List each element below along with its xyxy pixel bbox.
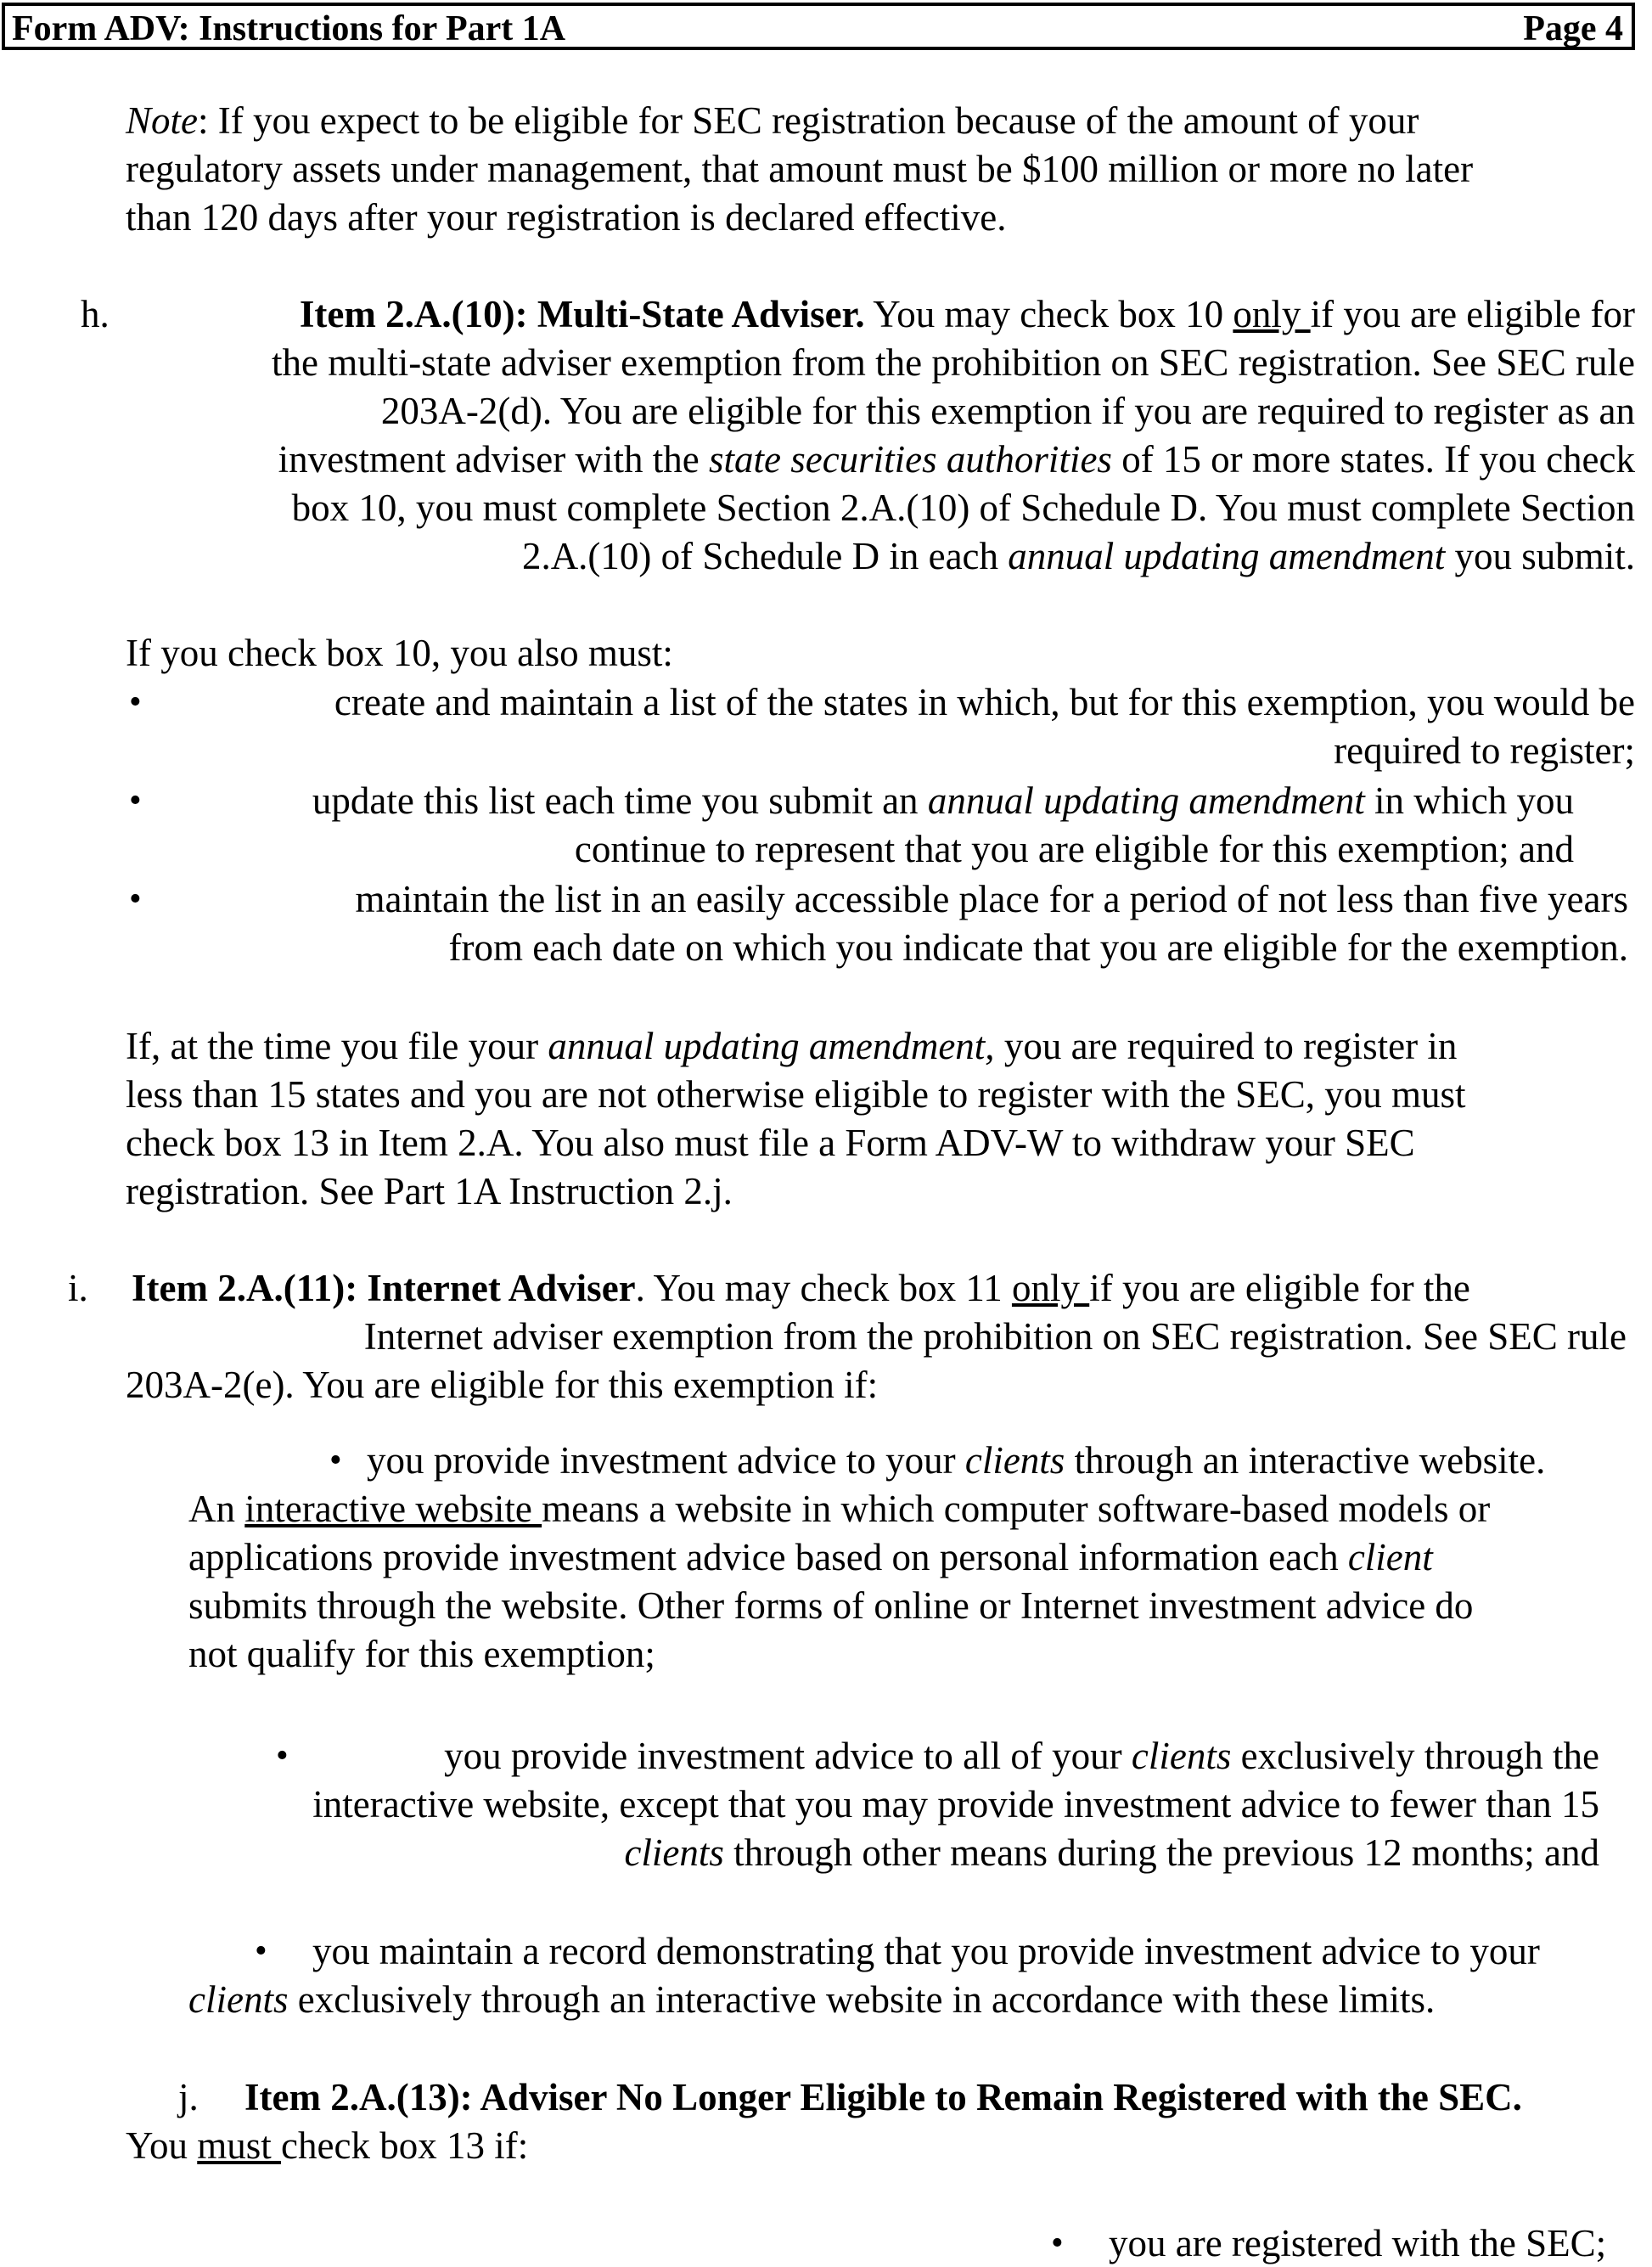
i-bullet-3-line-2: clients exclusively through an interactive website in accordance with these limits.: [188, 1978, 1436, 2021]
section-h-line-4: investment adviser with the state securities authorities of 15 or more states. If you check: [278, 438, 1635, 481]
h-bullet-1-line-2: required to register;: [1334, 729, 1635, 772]
i-bullet-1-line-3: applications provide investment advice based on personal information each client: [188, 1536, 1433, 1578]
section-h-para2-line-3: check box 13 in Item 2.A. You also must file a Form ADV-W to withdraw your SEC: [126, 1122, 1415, 1164]
bullet-glyph: •: [255, 1932, 267, 1971]
h-bullet-3-line-1: maintain the list in an easily accessible place for a period of not less than five years: [355, 878, 1628, 920]
bullet-glyph: •: [129, 781, 142, 820]
section-h-para2-line-2: less than 15 states and you are not otherwise eligible to register with the SEC, you must: [126, 1073, 1466, 1116]
section-i-line-2: Internet adviser exemption from the prohibition on SEC registration. See SEC rule: [363, 1315, 1627, 1358]
i-bullet-1-line-4: submits through the website. Other forms of online or Internet investment advice do: [188, 1584, 1474, 1627]
section-h-line-5: box 10, you must complete Section 2.A.(10) of Schedule D. You must complete Section: [291, 487, 1635, 529]
form-title: Form ADV: Instructions for Part 1A: [12, 9, 566, 48]
section-h-line-6: 2.A.(10) of Schedule D in each annual updating amendment you submit.: [521, 535, 1635, 577]
section-h-line-1: Item 2.A.(10): Multi-State Adviser. You may check box 10 only if you are eligible for: [299, 293, 1635, 335]
i-bullet-2-line-3: clients through other means during the previous 12 months; and: [624, 1831, 1599, 1874]
note-label: Note: [126, 99, 198, 142]
section-j-marker: j.: [178, 2076, 199, 2118]
h-bullet-3-line-2: from each date on which you indicate that you are eligible for the exemption.: [448, 926, 1628, 969]
section-h-intro: If you check box 10, you also must:: [126, 632, 673, 674]
section-i-heading: Item 2.A.(11): Internet Adviser: [132, 1267, 636, 1309]
page-number: Page 4: [1523, 9, 1623, 48]
i-bullet-1-line-1: you provide investment advice to your clients through an interactive website.: [367, 1439, 1546, 1482]
section-h-heading: Item 2.A.(10): Multi-State Adviser.: [299, 293, 865, 335]
section-j-line-2: You must check box 13 if:: [126, 2124, 529, 2167]
bullet-glyph: •: [329, 1441, 342, 1480]
section-h-line-2: the multi-state adviser exemption from the prohibition on SEC registration. See SEC rule: [272, 341, 1635, 384]
page-header: [2, 3, 1635, 50]
bullet-glyph: •: [276, 1736, 289, 1775]
bullet-glyph: •: [1051, 2224, 1064, 2263]
i-bullet-3-line-1: you maintain a record demonstrating that you provide investment advice to your: [312, 1930, 1540, 1972]
section-i-line-1: Item 2.A.(11): Internet Adviser. You may check box 11 only if you are eligible for the: [132, 1267, 1470, 1309]
section-h-line-3: 203A-2(d). You are eligible for this exemption if you are required to register as an: [380, 390, 1635, 432]
h-bullet-2-line-2: continue to represent that you are eligible for this exemption; and: [574, 828, 1574, 870]
section-i-line-3: 203A-2(e). You are eligible for this exemption if:: [126, 1364, 879, 1406]
note-line-1: Note: If you expect to be eligible for SEC registration because of the amount of your: [126, 99, 1419, 142]
bullet-glyph: •: [129, 683, 142, 722]
j-bullet-1: you are registered with the SEC;: [1109, 2222, 1607, 2264]
i-bullet-1-line-5: not qualify for this exemption;: [188, 1633, 655, 1675]
section-h-para2-line-4: registration. See Part 1A Instruction 2.j.: [126, 1170, 733, 1212]
section-h-marker: h.: [81, 293, 110, 335]
note-line-3: than 120 days after your registration is declared effective.: [126, 196, 1007, 239]
section-j-heading: Item 2.A.(13): Adviser No Longer Eligible to Remain Registered with the SEC.: [244, 2076, 1522, 2118]
i-bullet-2-line-2: interactive website, except that you may provide investment advice to fewer than 15: [312, 1783, 1599, 1825]
h-bullet-2-line-1: update this list each time you submit an annual updating amendment in which you: [312, 779, 1574, 822]
i-bullet-1-line-2: An interactive website means a website in which computer software-based models or: [188, 1488, 1491, 1530]
bullet-glyph: •: [129, 880, 142, 919]
section-i-marker: i.: [68, 1267, 88, 1309]
section-h-para2-line-1: If, at the time you file your annual updating amendment, you are required to register in: [126, 1025, 1458, 1067]
note-line-2: regulatory assets under management, that amount must be $100 million or more no later: [126, 148, 1474, 190]
i-bullet-2-line-1: you provide investment advice to all of your clients exclusively through the: [444, 1735, 1599, 1777]
h-bullet-1-line-1: create and maintain a list of the states in which, but for this exemption, you would be: [334, 681, 1635, 723]
